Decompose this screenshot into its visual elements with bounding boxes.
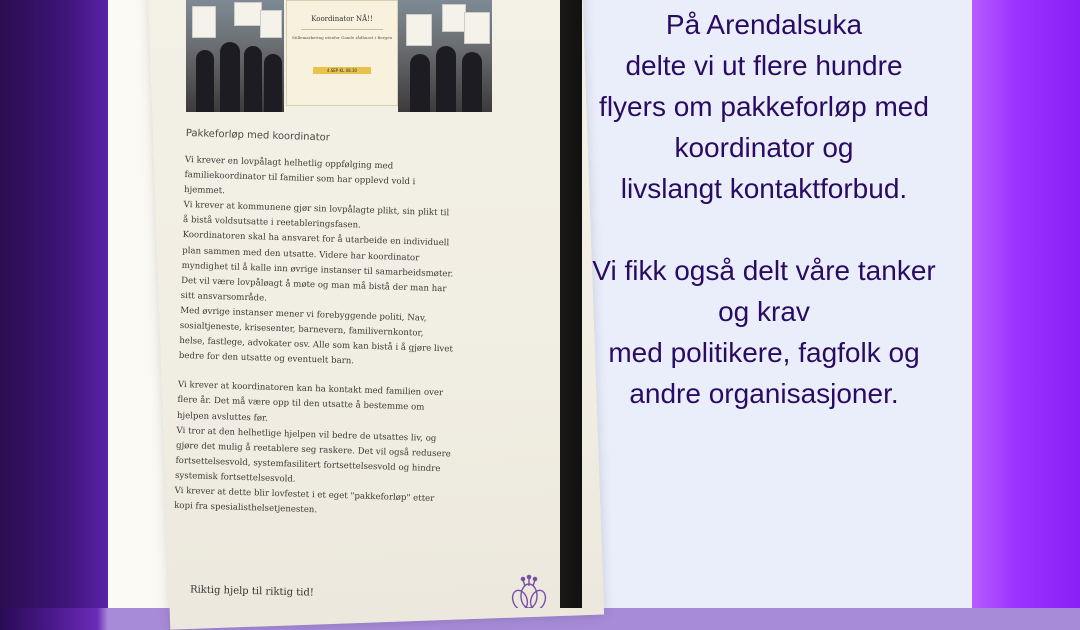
announcement-line: På Arendalsuka <box>665 9 863 40</box>
announcement-line: koordinator og <box>674 132 854 163</box>
protest-photo-right <box>398 0 492 112</box>
protest-sign <box>442 4 466 32</box>
protest-sign <box>192 6 216 38</box>
left-gradient-band <box>0 0 108 608</box>
announcement-line: og krav <box>718 296 810 327</box>
protest-sign <box>464 12 490 44</box>
announcement-line: delte vi ut flere hundre <box>625 50 903 81</box>
announcement-line: med politikere, fagfolk og <box>608 337 920 368</box>
protest-sign <box>234 2 262 26</box>
flyer-photo-strip <box>186 0 486 112</box>
flyer-footer: Riktig hjelp til riktig tid! <box>189 584 315 599</box>
person-silhouette <box>462 52 482 112</box>
person-silhouette <box>436 46 456 112</box>
event-poster <box>286 0 398 106</box>
person-silhouette <box>264 54 282 112</box>
flower-logo-icon <box>508 572 550 608</box>
poster-divider <box>301 29 383 30</box>
protest-sign <box>260 10 282 38</box>
flyer-paragraph-2: Vi krever at koordinatoren kan ha kontakt med familien over flere år. Det må være opp til den utsatte å bestemme om hjelpen avsluttes før. Vi tror at den helhetlige hjelpen vil bedre de utsattes liv, og gjøre det mulig å reetablere seg raskere. Det vil også redusere fortsettelsesvold, systemfasilitert fortsettelsesvold og hindre systemisk fortsettelsesvold. Vi krever at dette blir lovfestet i et eget "pakkeforløp" etter kopi fra spesialisthelsetjenesten. <box>173 380 451 516</box>
announcement-line: livslangt kontaktforbud. <box>620 173 908 204</box>
flyer-paragraph-1: Vi krever en lovpålagt helhetlig oppfølging med familiekoordinator til familier som har opplevd vold i hjemmet. Vi krever at kommunene gjør sin lovpålagte plikt, sin plikt til å bistå voldsutsatte i reetableringsfasen. Koordinatoren skal ha ansvaret for å utarbeide en individuell plan sammen med den utsatte. Videre har koordinator myndighet til å kalle inn øvrige instanser til samarbeidsmøter. Det vil være lovpåløagt å møte og man må bistå der man har sitt ansvarsområde. Med øvrige instanser mener vi forebyggende politi, Nav, sosialtjeneste, krisesenter, barnevern, familivernkontor, helse, fastlege, advokater osv. Alle som kan bistå i å gjøre livet bedre for den utsatte og eventuelt barn. <box>178 154 454 367</box>
right-gradient-band <box>972 0 1080 608</box>
photo-dark-edge <box>560 0 582 608</box>
poster-title: Koordinator NÅ!! <box>311 15 373 23</box>
announcement-text <box>583 4 945 414</box>
flyer-body <box>174 128 538 525</box>
person-silhouette <box>244 46 262 112</box>
announcement-line: flyers om pakkeforløp med <box>599 91 929 122</box>
announcement-line: Vi fikk også delt våre tanker <box>592 255 936 286</box>
poster-date: 4.SEP KL 08.30 <box>313 67 371 74</box>
flyer-heading: Pakkeforløp med koordinator <box>185 128 330 144</box>
poster-subtitle: Stillemarkering utenfor Gamle rådhuset i Bergen <box>291 35 393 40</box>
announcement-line: andre organisasjoner. <box>629 378 899 409</box>
person-silhouette <box>410 54 430 112</box>
person-silhouette <box>220 42 240 112</box>
person-silhouette <box>196 50 214 112</box>
protest-photo-left <box>186 0 284 112</box>
protest-sign <box>406 14 432 46</box>
